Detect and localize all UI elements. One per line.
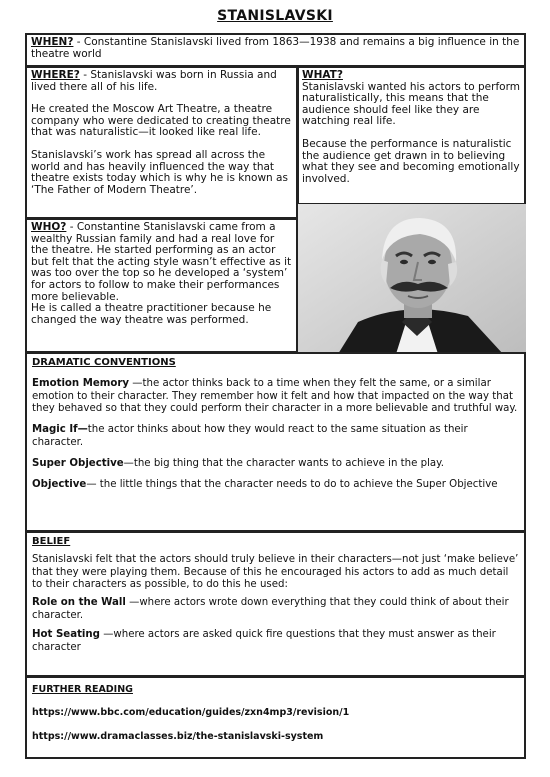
when-text: - Constantine Stanislavski lived from 1863—1938 and remains a big influence in the theatre world: [31, 36, 520, 60]
belief-text: —where actors wrote down everything that they could think of about their character.: [32, 597, 509, 621]
convention-text: —the actor thinks back to a time when they felt the same, or a similar emotion to their character. They remember how it felt and how that impacted on the way that they behaved so that they could perform their character in a more believable and truthful way.: [32, 377, 518, 415]
where-text-2: He created the Moscow Art Theatre, a theatre company who were dedicated to creating theatre that was naturalistic—it looked like real life.: [31, 103, 291, 139]
convention-term: Super Objective: [32, 457, 124, 469]
who-heading: WHO?: [31, 221, 67, 233]
conventions-heading: DRAMATIC CONVENTIONS: [32, 357, 176, 368]
belief-intro: Stanislavski felt that the actors should truly believe in their characters—not just ‘make believe’ that they were playing them. Because of this he encouraged his actors to add as much detail to their characters as possible, to do this he used:: [32, 553, 519, 591]
further-reading-heading: FURTHER READING: [32, 684, 133, 695]
where-text-1: - Stanislavski was born in Russia and lived there all of his life.: [31, 69, 277, 93]
belief-hot-seating: [32, 629, 519, 655]
who-box: [25, 218, 298, 353]
convention-term: Magic If—: [32, 424, 88, 436]
belief-text: —where actors are asked quick fire questions that they must answer as their character: [32, 628, 496, 653]
where-text-3: Stanislavski’s work has spread all across the world and has heavily influenced the way that theatre exists today which is why he is known as ‘The Father of Modern Theatre’.: [31, 148, 288, 196]
when-heading: WHEN?: [31, 36, 74, 48]
belief-term: Role on the Wall: [32, 597, 126, 609]
convention-objective: [32, 479, 519, 492]
what-box: [297, 66, 526, 205]
convention-term: Emotion Memory: [32, 377, 130, 389]
page-title: STANISLAVSKI: [217, 8, 333, 24]
further-reading-link-dramaclasses[interactable]: https://www.dramaclasses.biz/the-stanislavski-system: [32, 731, 324, 742]
when-box: [25, 33, 526, 67]
convention-term: Objective: [32, 478, 87, 490]
conventions-box: [25, 352, 526, 532]
portrait-image: [298, 204, 526, 354]
where-box: [25, 66, 298, 219]
convention-text: —the big thing that the character wants to achieve in the play.: [123, 457, 444, 469]
what-text-2: Because the performance is naturalistic the audience get drawn in to believing what they see and becoming emotionally involved.: [302, 137, 520, 185]
convention-text: — the little things that the character needs to do to achieve the Super Objective: [86, 478, 498, 490]
stanislavski-portrait: [298, 204, 526, 354]
what-text-1: Stanislavski wanted his actors to perform naturalistically, this means that the audience should feel like they are watching real life.: [302, 80, 520, 128]
further-reading-box: [25, 676, 526, 759]
belief-term: Hot Seating: [32, 628, 100, 640]
what-heading: WHAT?: [302, 69, 343, 81]
convention-super-objective: [32, 458, 519, 471]
where-heading: WHERE?: [31, 69, 80, 81]
convention-text: the actor thinks about how they would react to the same situation as their character.: [32, 424, 468, 448]
who-text-1: - Constantine Stanislavski came from a wealthy Russian family and had a real love for the theatre. He started performing as an actor but felt that the acting style wasn’t effective as it was too over the top so he developed a ‘system’ for actors to follow to make their performances more believable.: [31, 221, 292, 303]
further-reading-link-bbc[interactable]: https://www.bbc.com/education/guides/zxn4mp3/revision/1: [32, 707, 350, 718]
convention-magic-if: [32, 424, 519, 450]
convention-emotion-memory: [32, 378, 519, 416]
who-text-2: He is called a theatre practitioner because he changed the way theatre was performed.: [31, 302, 272, 326]
belief-box: [25, 531, 526, 677]
belief-heading: BELIEF: [32, 536, 71, 547]
belief-role-on-the-wall: [32, 597, 519, 623]
